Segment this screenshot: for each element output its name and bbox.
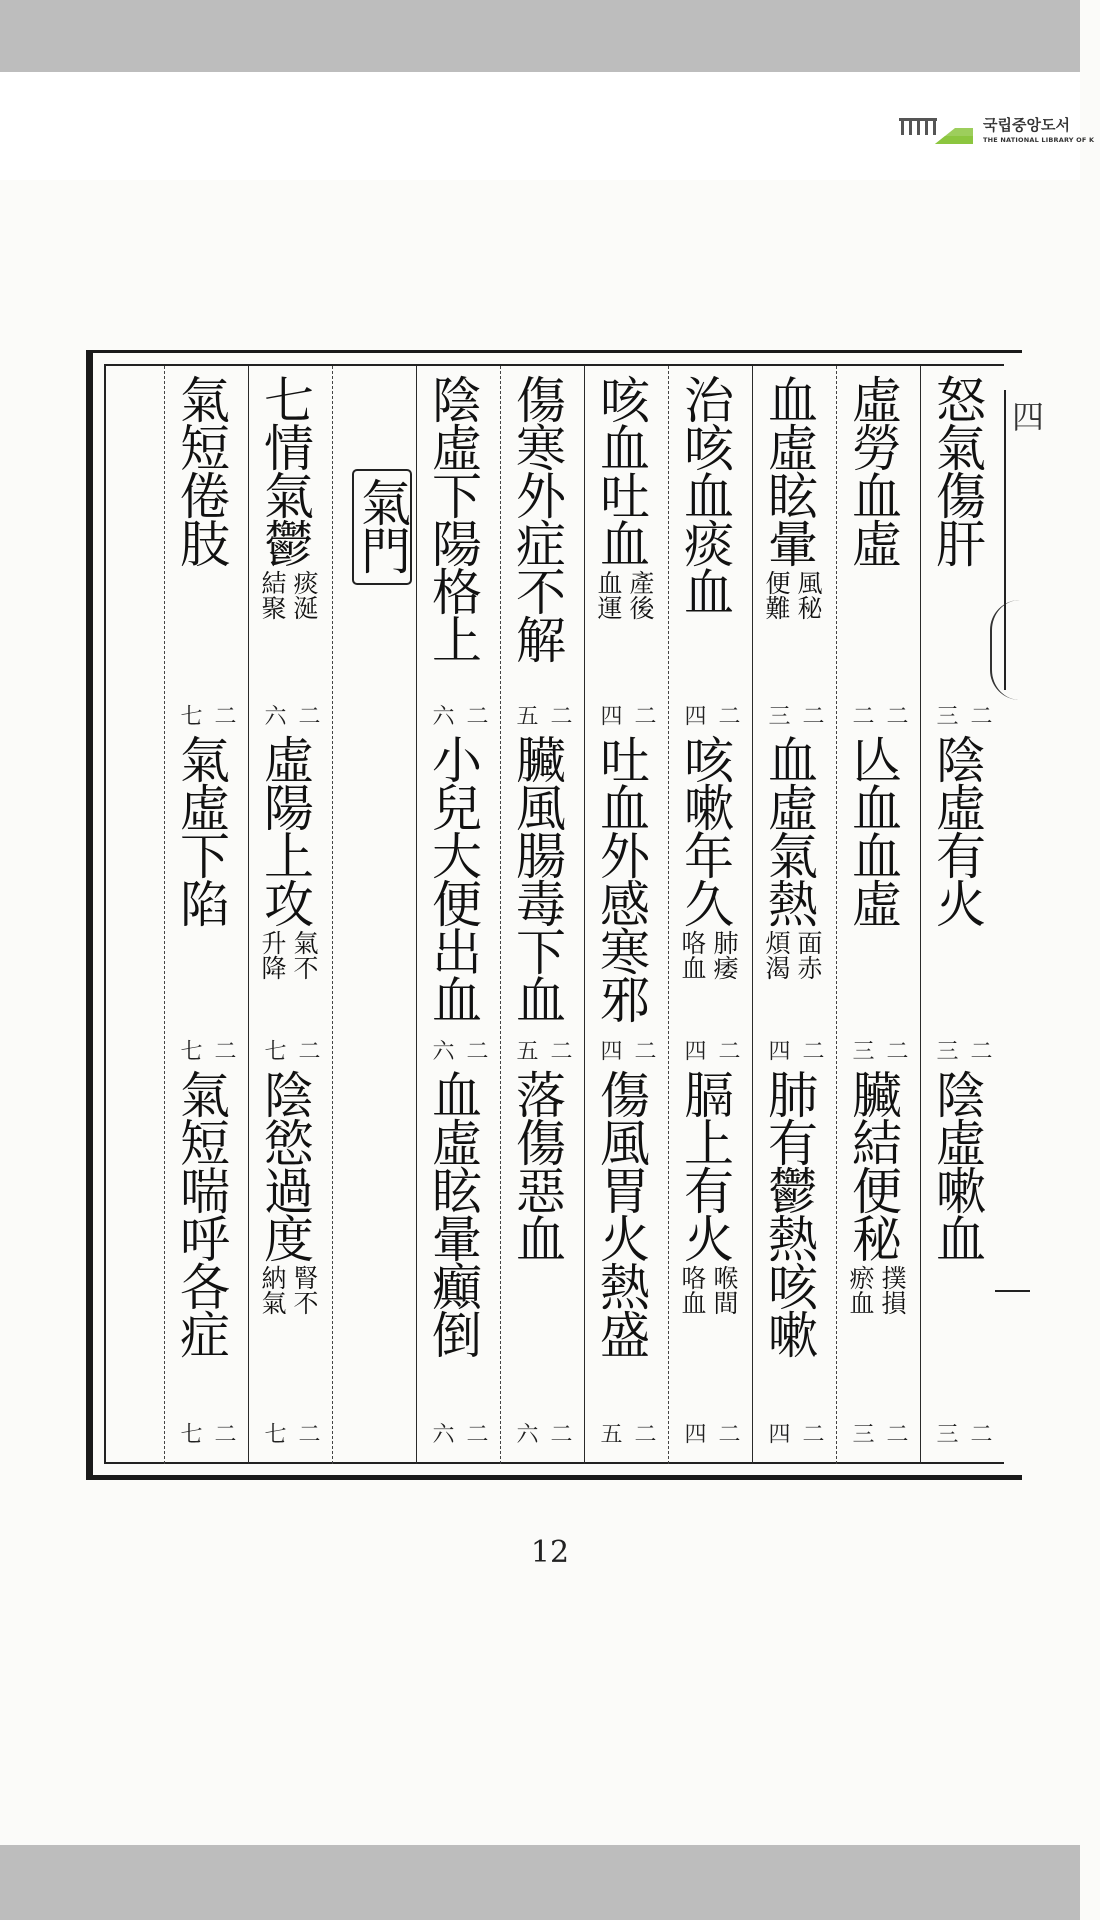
column-rule [500, 366, 501, 1464]
entry-title: 肺有鬱熱咳嗽 [760, 1069, 818, 1357]
toc-column [416, 374, 496, 1464]
page-reference-number: 二 [967, 704, 992, 726]
entry-annotation: 煩渴 [762, 930, 791, 980]
page-reference-number: 二 [715, 1039, 740, 1061]
page-reference-number: 二 [799, 1422, 824, 1444]
toc-column [920, 374, 1000, 1464]
top-system-bar [0, 0, 1080, 72]
page-reference-number: 二 [211, 1422, 236, 1444]
entry-title: 咳嗽年久 [676, 734, 734, 926]
page-number: 12 [530, 1535, 570, 1570]
page-reference-number: 二 [883, 704, 908, 726]
entry-annotation: 瘀血 [846, 1265, 875, 1315]
entry-annotation: 血運 [594, 570, 623, 620]
library-name-korean: 국립중앙도서 [983, 116, 1070, 134]
page-reference-number: 三 [765, 704, 790, 726]
page-reference-number: 三 [849, 1039, 874, 1061]
entry-title: 臟風腸毒下血 [508, 734, 566, 1022]
entry-title: 虛勞血虛 [844, 374, 902, 566]
entry-title: 七情氣鬱 [256, 374, 314, 566]
page-reference-number: 四 [765, 1039, 790, 1061]
entry-title: 血虛氣熱 [760, 734, 818, 926]
page-reference-number: 四 [681, 704, 706, 726]
page-reference-number: 三 [933, 1039, 958, 1061]
entry-annotation: 納氣 [258, 1265, 287, 1315]
page-reference-number: 二 [799, 1039, 824, 1061]
page-reference-number: 二 [849, 704, 874, 726]
entry-title: 氣短喘呼各症 [172, 1069, 230, 1357]
page-reference-number: 二 [883, 1422, 908, 1444]
entry-title: 小兒大便出血 [424, 734, 482, 1022]
page-reference-number: 四 [681, 1039, 706, 1061]
entry-title: 血虛眩暈癲倒 [424, 1069, 482, 1357]
page-reference-number: 四 [597, 704, 622, 726]
entry-title: 虛陽上攻 [256, 734, 314, 926]
entry-title: 膈上有火 [676, 1069, 734, 1261]
entry-annotation: 結聚 [258, 570, 287, 620]
page-reference-number: 二 [295, 1422, 320, 1444]
entry-title: 吐血外感寒邪 [592, 734, 650, 1022]
page-reference-number: 二 [547, 1039, 572, 1061]
page-damage-mark [990, 600, 1032, 700]
page-reference-number: 三 [933, 1422, 958, 1444]
library-name-english: THE NATIONAL LIBRARY OF K [983, 136, 1095, 144]
toc-column [500, 374, 580, 1464]
column-rule [332, 366, 333, 1464]
entry-title: 氣虛下陷 [172, 734, 230, 926]
toc-column [668, 374, 748, 1464]
page-reference-number: 七 [261, 1039, 286, 1061]
entry-title: 治咳血痰血 [676, 374, 734, 614]
page-reference-number: 二 [799, 704, 824, 726]
entry-title: 臟結便秘 [844, 1069, 902, 1261]
entry-annotation: 腎不 [290, 1265, 319, 1315]
entry-title: 咳血吐血 [592, 374, 650, 566]
entry-annotation: 產後 [626, 570, 655, 620]
page-reference-number: 三 [933, 704, 958, 726]
column-rule [416, 366, 417, 1464]
entry-title: 陰慾過度 [256, 1069, 314, 1261]
page-reference-number: 二 [463, 1039, 488, 1061]
page-reference-number: 四 [597, 1039, 622, 1061]
section-heading-box [352, 469, 412, 585]
section-column [332, 374, 412, 1464]
page-reference-number: 二 [967, 1039, 992, 1061]
page-reference-number: 七 [177, 1039, 202, 1061]
page-reference-number: 二 [883, 1039, 908, 1061]
page-reference-number: 五 [597, 1422, 622, 1444]
toc-column [584, 374, 664, 1464]
entry-title: 傷寒外症不解 [508, 374, 566, 662]
column-rule [920, 366, 921, 1464]
toc-column [164, 374, 244, 1464]
page-reference-number: 七 [177, 704, 202, 726]
page-reference-number: 三 [849, 1422, 874, 1444]
column-rule [248, 366, 249, 1464]
library-logo-icon [895, 116, 975, 148]
page-reference-number: 四 [681, 1422, 706, 1444]
entry-title: 落傷惡血 [508, 1069, 566, 1261]
page-reference-number: 六 [429, 704, 454, 726]
entry-annotation: 咯血 [678, 1265, 707, 1315]
library-logo [895, 112, 1095, 152]
page-reference-number: 二 [715, 1422, 740, 1444]
toc-column [752, 374, 832, 1464]
entry-annotation: 喉間 [710, 1265, 739, 1315]
page-reference-number: 七 [177, 1422, 202, 1444]
page-reference-number: 七 [261, 1422, 286, 1444]
entry-annotation: 便難 [762, 570, 791, 620]
page-reference-number: 二 [547, 704, 572, 726]
scanned-book-page [86, 350, 1026, 1485]
page-reference-number: 二 [631, 704, 656, 726]
entry-annotation: 升降 [258, 930, 287, 980]
toc-column [248, 374, 328, 1464]
entry-annotation: 撲損 [878, 1265, 907, 1315]
page-reference-number: 五 [513, 1039, 538, 1061]
page-reference-number: 五 [513, 704, 538, 726]
entry-title: 怒氣傷肝 [928, 374, 986, 566]
page-reference-number: 六 [261, 704, 286, 726]
entry-title: 陰虛嗽血 [928, 1069, 986, 1261]
bottom-system-bar [0, 1845, 1080, 1920]
page-reference-number: 二 [295, 1039, 320, 1061]
entry-title: 血虛眩暈 [760, 374, 818, 566]
column-rule [752, 366, 753, 1464]
entry-annotation: 咯血 [678, 930, 707, 980]
page-reference-number: 二 [211, 704, 236, 726]
entry-title: 陰虛下陽格上 [424, 374, 482, 662]
page-reference-number: 六 [429, 1422, 454, 1444]
entry-annotation: 風秘 [794, 570, 823, 620]
margin-rule [995, 1290, 1030, 1292]
entry-title: 傷風胃火熱盛 [592, 1069, 650, 1357]
toc-column [836, 374, 916, 1464]
entry-title: 亾血血虛 [844, 734, 902, 926]
page-reference-number: 六 [429, 1039, 454, 1061]
entry-title: 氣短倦肢 [172, 374, 230, 566]
page-reference-number: 二 [715, 704, 740, 726]
section-heading: 氣門 [353, 477, 411, 573]
entry-annotation: 面赤 [794, 930, 823, 980]
page-reference-number: 二 [631, 1422, 656, 1444]
page-reference-number: 二 [631, 1039, 656, 1061]
column-rule [584, 366, 585, 1464]
page-reference-number: 二 [463, 704, 488, 726]
page-reference-number: 六 [513, 1422, 538, 1444]
page-reference-number: 四 [765, 1422, 790, 1444]
page-reference-number: 二 [463, 1422, 488, 1444]
column-rule [836, 366, 837, 1464]
entry-title: 陰虛有火 [928, 734, 986, 926]
entry-annotation: 氣不 [290, 930, 319, 980]
column-rule [668, 366, 669, 1464]
column-rule [164, 366, 165, 1464]
entry-annotation: 痰涎 [290, 570, 319, 620]
entry-annotation: 肺痿 [710, 930, 739, 980]
page-reference-number: 二 [295, 704, 320, 726]
edge-title-text: 四 [1007, 400, 1045, 432]
page-reference-number: 二 [967, 1422, 992, 1444]
page-reference-number: 二 [211, 1039, 236, 1061]
page-reference-number: 二 [547, 1422, 572, 1444]
